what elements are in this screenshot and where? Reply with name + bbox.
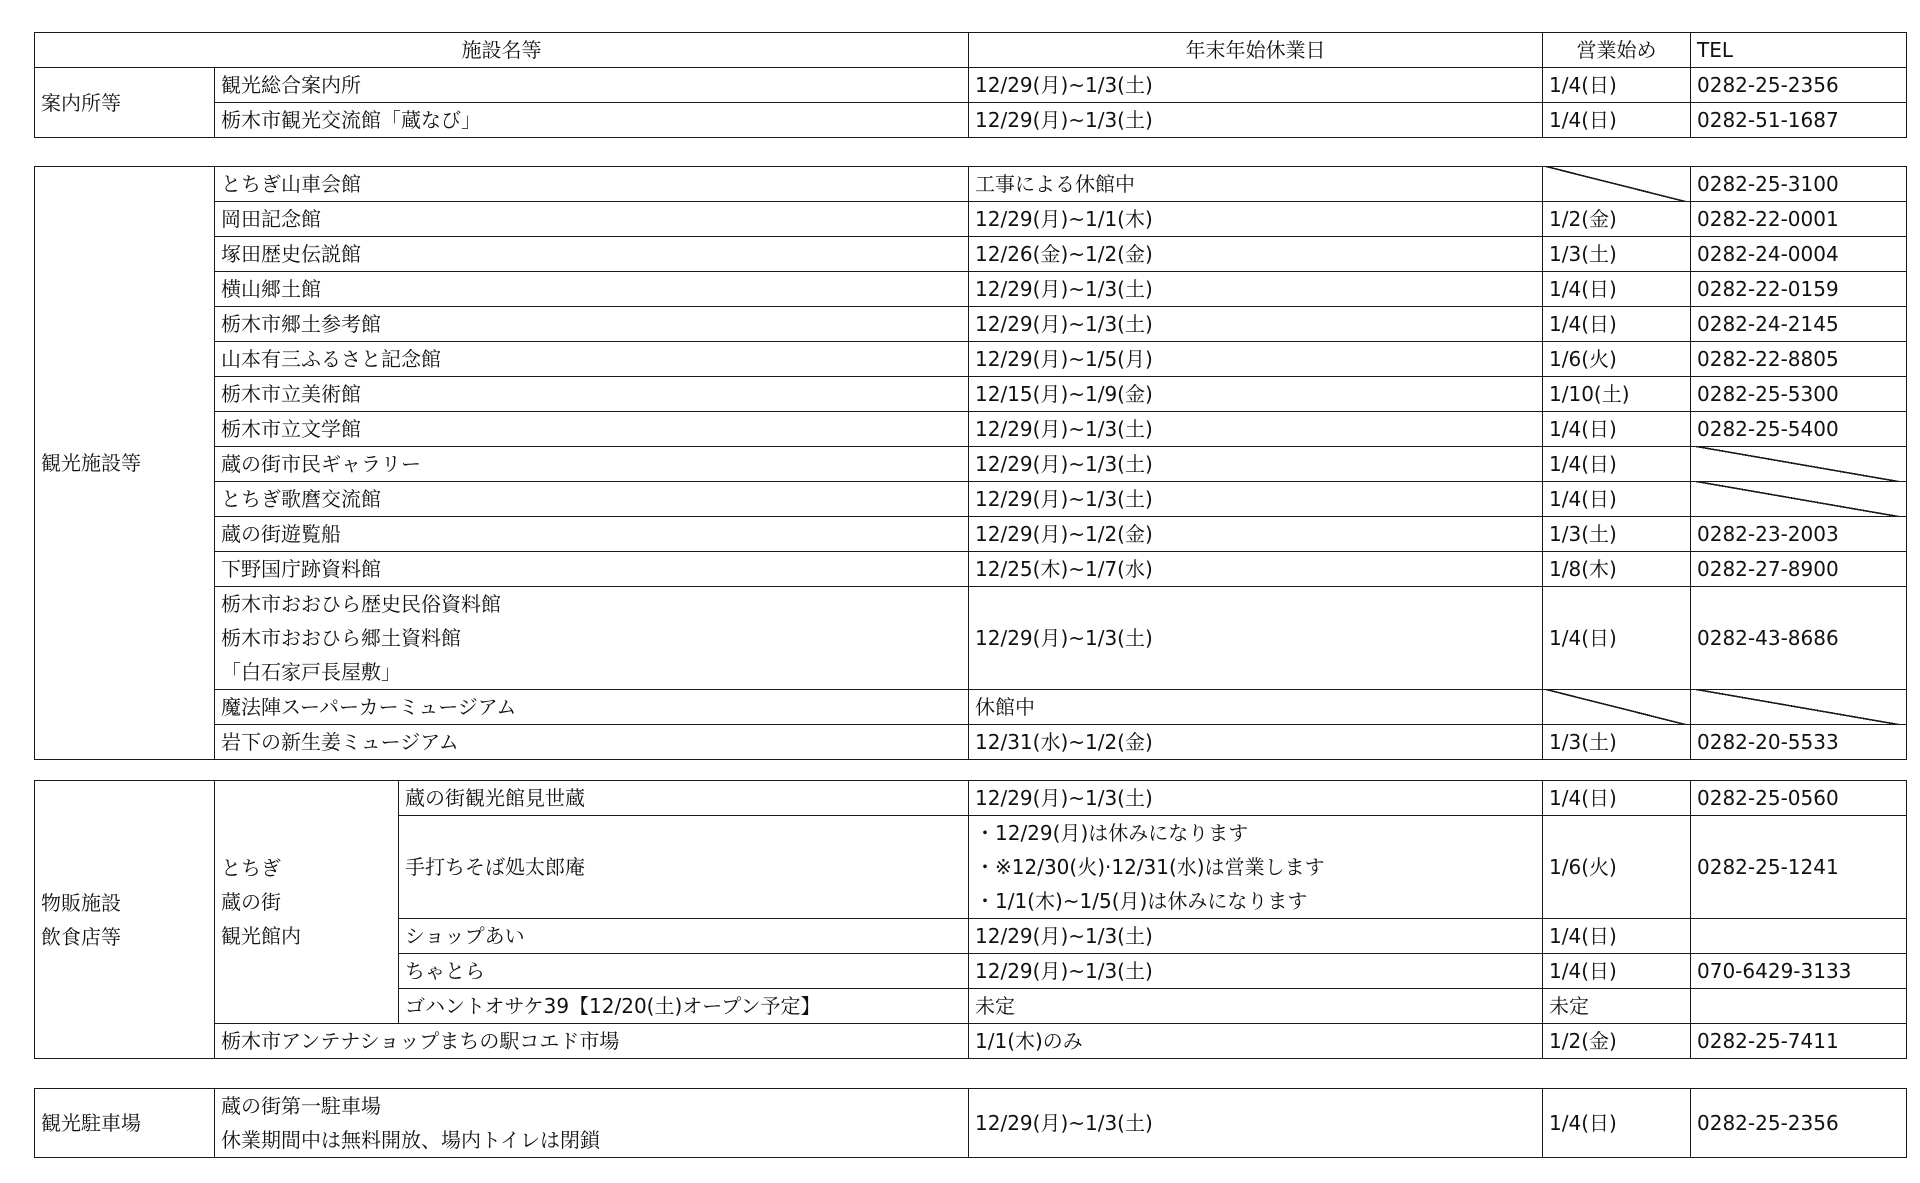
tel-number: 0282-25-7411 xyxy=(1691,1024,1907,1059)
tel-number: 070-6429-3133 xyxy=(1691,954,1907,989)
header-row xyxy=(35,33,1907,68)
reopen-date: 1/6(火) xyxy=(1543,816,1691,919)
facility-name: 下野国庁跡資料館 xyxy=(215,552,969,587)
facility-name: 栃木市郷土参考館 xyxy=(215,307,969,342)
facility-name: 手打ちそば処太郎庵 xyxy=(399,816,969,919)
tel-number: 0282-27-8900 xyxy=(1691,552,1907,587)
facility-name-line: 栃木市おおひら歴史民俗資料館 xyxy=(221,592,501,616)
table-row xyxy=(35,202,1907,237)
facility-name: 蔵の街遊覧船 xyxy=(215,517,969,552)
subcategory-line: とちぎ xyxy=(221,856,281,880)
facility-name-line: 蔵の街第一駐車場 xyxy=(221,1094,381,1118)
closed-days: 12/29(月)~1/3(土) xyxy=(969,954,1543,989)
tel-number: 0282-24-0004 xyxy=(1691,237,1907,272)
reopen-date: 1/4(日) xyxy=(1543,103,1691,138)
category-cell xyxy=(35,781,215,1059)
tel-number: 0282-25-0560 xyxy=(1691,781,1907,816)
facility-name: 岡田記念館 xyxy=(215,202,969,237)
closed-days: 12/29(月)~1/3(土) xyxy=(969,781,1543,816)
reopen-date: 1/2(金) xyxy=(1543,1024,1691,1059)
reopen-date: 1/4(日) xyxy=(1543,954,1691,989)
tourist-facilities-table xyxy=(34,166,1907,760)
reopen-date: 未定 xyxy=(1543,989,1691,1024)
tel-number xyxy=(1691,989,1907,1024)
closed-days: 12/29(月)~1/3(土) xyxy=(969,447,1543,482)
tel-empty-slash xyxy=(1691,482,1907,517)
table-row xyxy=(35,587,1907,690)
closed-days: 12/15(月)~1/9(金) xyxy=(969,377,1543,412)
table-row xyxy=(35,307,1907,342)
facility-name: ショップあい xyxy=(399,919,969,954)
reopen-date: 1/8(木) xyxy=(1543,552,1691,587)
table-row xyxy=(35,1024,1907,1059)
tel-number: 0282-25-2356 xyxy=(1691,1089,1907,1158)
tel-number: 0282-25-5300 xyxy=(1691,377,1907,412)
reopen-date: 1/6(火) xyxy=(1543,342,1691,377)
closed-days: 12/29(月)~1/5(月) xyxy=(969,342,1543,377)
facility-name: 蔵の街観光館見世蔵 xyxy=(399,781,969,816)
table-row xyxy=(35,377,1907,412)
facility-name: とちぎ歌麿交流館 xyxy=(215,482,969,517)
reopen-date: 1/4(日) xyxy=(1543,919,1691,954)
reopen-date: 1/4(日) xyxy=(1543,482,1691,517)
facility-name: 栃木市アンテナショップまちの駅コエド市場 xyxy=(215,1024,969,1059)
closed-note-line: ・12/29(月)は休みになります xyxy=(975,821,1249,845)
facility-name-line: 「白石家戸長屋敷」 xyxy=(221,660,401,684)
table-row xyxy=(35,781,1907,816)
table-row xyxy=(35,412,1907,447)
table-row xyxy=(35,552,1907,587)
table-row xyxy=(35,272,1907,307)
tel-number: 0282-25-3100 xyxy=(1691,167,1907,202)
category-cell: 観光施設等 xyxy=(35,167,215,760)
tel-number: 0282-23-2003 xyxy=(1691,517,1907,552)
tel-number: 0282-20-5533 xyxy=(1691,725,1907,760)
facility-name: 栃木市立美術館 xyxy=(215,377,969,412)
tel-number: 0282-22-0001 xyxy=(1691,202,1907,237)
subcategory-line: 観光館内 xyxy=(221,924,301,948)
closed-days: 12/29(月)~1/3(土) xyxy=(969,1089,1543,1158)
closed-days: 12/29(月)~1/3(土) xyxy=(969,412,1543,447)
reopen-date: 1/4(日) xyxy=(1543,412,1691,447)
closed-days: 工事による休館中 xyxy=(969,167,1543,202)
header-reopen: 営業始め xyxy=(1543,33,1691,68)
table-row xyxy=(35,725,1907,760)
tel-empty-slash xyxy=(1691,447,1907,482)
facility-name-multiline xyxy=(215,587,969,690)
closed-days: 1/1(木)のみ xyxy=(969,1024,1543,1059)
table-row xyxy=(35,690,1907,725)
reopen-date: 1/4(日) xyxy=(1543,307,1691,342)
reopen-empty-slash xyxy=(1543,690,1691,725)
reopen-date: 1/3(土) xyxy=(1543,517,1691,552)
reopen-date: 1/10(土) xyxy=(1543,377,1691,412)
closed-days-multiline xyxy=(969,816,1543,919)
table-row xyxy=(35,68,1907,103)
reopen-date: 1/4(日) xyxy=(1543,587,1691,690)
category-line: 飲食店等 xyxy=(41,924,121,949)
closed-days: 12/31(水)~1/2(金) xyxy=(969,725,1543,760)
subcategory-cell xyxy=(215,781,399,1024)
tel-number: 0282-25-1241 xyxy=(1691,816,1907,919)
reopen-empty-slash xyxy=(1543,167,1691,202)
facility-name: 横山郷土館 xyxy=(215,272,969,307)
info-centers-table xyxy=(34,32,1907,138)
facility-name: とちぎ山車会館 xyxy=(215,167,969,202)
facility-name: 栃木市観光交流館「蔵なび」 xyxy=(215,103,969,138)
header-tel: TEL xyxy=(1691,33,1907,68)
reopen-date: 1/3(土) xyxy=(1543,237,1691,272)
reopen-date: 1/4(日) xyxy=(1543,68,1691,103)
table-row xyxy=(35,342,1907,377)
table-row xyxy=(35,167,1907,202)
closed-days: 12/29(月)~1/3(土) xyxy=(969,103,1543,138)
tel-empty-slash xyxy=(1691,690,1907,725)
facility-name: 山本有三ふるさと記念館 xyxy=(215,342,969,377)
closed-note-line: ・※12/30(火)·12/31(水)は営業します xyxy=(975,855,1325,879)
closed-days: 12/29(月)~1/3(土) xyxy=(969,587,1543,690)
reopen-date: 1/4(日) xyxy=(1543,447,1691,482)
table-row xyxy=(35,447,1907,482)
closed-days: 12/29(月)~1/1(木) xyxy=(969,202,1543,237)
tel-number: 0282-43-8686 xyxy=(1691,587,1907,690)
closed-days: 休館中 xyxy=(969,690,1543,725)
closed-days: 12/29(月)~1/3(土) xyxy=(969,68,1543,103)
facility-name-line: 栃木市おおひら郷土資料館 xyxy=(221,626,461,650)
reopen-date: 1/3(土) xyxy=(1543,725,1691,760)
facility-name-multiline xyxy=(215,1089,969,1158)
shops-table xyxy=(34,780,1907,1059)
tel-number: 0282-51-1687 xyxy=(1691,103,1907,138)
facility-name: ちゃとら xyxy=(399,954,969,989)
tel-number: 0282-25-2356 xyxy=(1691,68,1907,103)
closed-days: 未定 xyxy=(969,989,1543,1024)
facility-name: 魔法陣スーパーカーミュージアム xyxy=(215,690,969,725)
closed-days: 12/29(月)~1/3(土) xyxy=(969,482,1543,517)
facility-name: 栃木市立文学館 xyxy=(215,412,969,447)
reopen-date: 1/2(金) xyxy=(1543,202,1691,237)
facility-name: 観光総合案内所 xyxy=(215,68,969,103)
header-facility: 施設名等 xyxy=(35,33,969,68)
tel-number: 0282-22-0159 xyxy=(1691,272,1907,307)
facility-name: 岩下の新生姜ミュージアム xyxy=(215,725,969,760)
parking-table xyxy=(34,1088,1907,1158)
tel-number: 0282-25-5400 xyxy=(1691,412,1907,447)
category-cell: 観光駐車場 xyxy=(35,1089,215,1158)
tel-number: 0282-22-8805 xyxy=(1691,342,1907,377)
table-row xyxy=(35,1089,1907,1158)
closed-days: 12/29(月)~1/2(金) xyxy=(969,517,1543,552)
closed-days: 12/29(月)~1/3(土) xyxy=(969,919,1543,954)
table-row xyxy=(35,517,1907,552)
tel-number: 0282-24-2145 xyxy=(1691,307,1907,342)
closed-days: 12/29(月)~1/3(土) xyxy=(969,307,1543,342)
category-line: 物販施設 xyxy=(41,890,121,915)
table-row xyxy=(35,103,1907,138)
closed-days: 12/29(月)~1/3(土) xyxy=(969,272,1543,307)
closed-days: 12/26(金)~1/2(金) xyxy=(969,237,1543,272)
facility-name: ゴハントオサケ39【12/20(土)オープン予定】 xyxy=(399,989,969,1024)
facility-note-line: 休業期間中は無料開放、場内トイレは閉鎖 xyxy=(221,1128,600,1152)
closed-days: 12/25(木)~1/7(水) xyxy=(969,552,1543,587)
reopen-date: 1/4(日) xyxy=(1543,272,1691,307)
facility-name: 塚田歴史伝説館 xyxy=(215,237,969,272)
table-row xyxy=(35,482,1907,517)
table-row xyxy=(35,237,1907,272)
reopen-date: 1/4(日) xyxy=(1543,1089,1691,1158)
reopen-date: 1/4(日) xyxy=(1543,781,1691,816)
category-cell: 案内所等 xyxy=(35,68,215,138)
closed-note-line: ・1/1(木)~1/5(月)は休みになります xyxy=(975,889,1308,913)
tel-number xyxy=(1691,919,1907,954)
subcategory-line: 蔵の街 xyxy=(221,890,281,914)
facility-name: 蔵の街市民ギャラリー xyxy=(215,447,969,482)
header-closed-days: 年末年始休業日 xyxy=(969,33,1543,68)
